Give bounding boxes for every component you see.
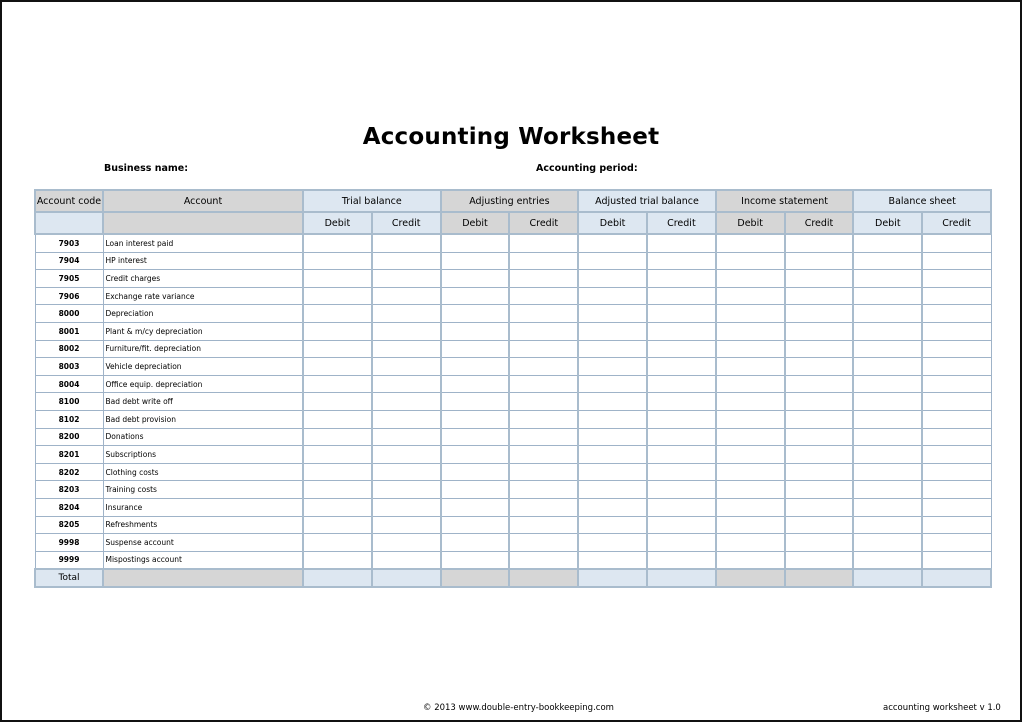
header-account-blank: [103, 212, 303, 234]
bs-debit-cell[interactable]: [853, 287, 922, 305]
account-name-cell: Clothing costs: [103, 463, 303, 481]
tb-debit-cell[interactable]: [303, 516, 372, 534]
adj-credit-cell[interactable]: [509, 305, 578, 323]
bs-debit-cell[interactable]: [853, 534, 922, 552]
tb-credit-cell[interactable]: [372, 393, 441, 411]
is-debit-cell[interactable]: [716, 551, 785, 569]
atb-credit-cell[interactable]: [647, 305, 716, 323]
atb-debit-cell[interactable]: [578, 358, 647, 376]
account-name-cell: Bad debt provision: [103, 410, 303, 428]
tb-credit-cell[interactable]: [372, 270, 441, 288]
account-code-cell: 8202: [35, 463, 103, 481]
bs-credit-cell[interactable]: [922, 463, 991, 481]
total-bs-debit[interactable]: [853, 569, 922, 587]
tb-debit-cell[interactable]: [303, 534, 372, 552]
bs-credit-cell[interactable]: [922, 322, 991, 340]
is-debit-cell[interactable]: [716, 534, 785, 552]
tb-debit-cell[interactable]: [303, 498, 372, 516]
header-account-code: Account code: [35, 190, 103, 212]
atb-debit-cell[interactable]: [578, 375, 647, 393]
account-code-cell: 8203: [35, 481, 103, 499]
tb-debit-cell[interactable]: [303, 463, 372, 481]
account-code-cell: 8003: [35, 358, 103, 376]
total-atb-debit[interactable]: [578, 569, 647, 587]
atb-debit-cell[interactable]: [578, 446, 647, 464]
is-debit-cell[interactable]: [716, 287, 785, 305]
total-tb-credit[interactable]: [372, 569, 441, 587]
adj-credit-cell[interactable]: [509, 534, 578, 552]
tb-debit-cell[interactable]: [303, 393, 372, 411]
atb-credit-cell[interactable]: [647, 534, 716, 552]
atb-debit-cell[interactable]: [578, 234, 647, 252]
tb-debit-cell[interactable]: [303, 410, 372, 428]
total-tb-debit[interactable]: [303, 569, 372, 587]
is-credit-cell[interactable]: [785, 551, 854, 569]
table-row: [35, 287, 991, 305]
account-name-cell: Mispostings account: [103, 551, 303, 569]
account-name-cell: Plant & m/cy depreciation: [103, 322, 303, 340]
atb-credit-cell[interactable]: [647, 481, 716, 499]
tb-debit-cell[interactable]: [303, 446, 372, 464]
atb-debit-cell[interactable]: [578, 551, 647, 569]
atb-credit-cell[interactable]: [647, 234, 716, 252]
is-debit-cell[interactable]: [716, 410, 785, 428]
bs-debit-cell[interactable]: [853, 410, 922, 428]
account-name-cell: Suspense account: [103, 534, 303, 552]
bs-debit-cell[interactable]: [853, 446, 922, 464]
tb-debit-cell[interactable]: [303, 358, 372, 376]
tb-credit-cell[interactable]: [372, 481, 441, 499]
account-name-cell: Credit charges: [103, 270, 303, 288]
is-credit-cell[interactable]: [785, 428, 854, 446]
bs-credit-cell[interactable]: [922, 305, 991, 323]
tb-credit-cell[interactable]: [372, 463, 441, 481]
is-credit-cell[interactable]: [785, 498, 854, 516]
header-atb-credit: Credit: [647, 212, 716, 234]
header-account: Account: [103, 190, 303, 212]
version-footer: accounting worksheet v 1.0: [883, 703, 1001, 713]
table-row: [35, 481, 991, 499]
bs-credit-cell[interactable]: [922, 234, 991, 252]
adj-debit-cell[interactable]: [441, 393, 510, 411]
table-row: [35, 375, 991, 393]
adj-credit-cell[interactable]: [509, 498, 578, 516]
bs-debit-cell[interactable]: [853, 322, 922, 340]
total-is-debit[interactable]: [716, 569, 785, 587]
is-credit-cell[interactable]: [785, 481, 854, 499]
tb-credit-cell[interactable]: [372, 516, 441, 534]
business-name-label: Business name:: [104, 163, 189, 174]
header-income-statement: Income statement: [716, 190, 854, 212]
is-debit-cell[interactable]: [716, 516, 785, 534]
header-bs-debit: Debit: [853, 212, 922, 234]
account-name-cell: HP interest: [103, 252, 303, 270]
header-is-debit: Debit: [716, 212, 785, 234]
account-name-cell: Office equip. depreciation: [103, 375, 303, 393]
tb-credit-cell[interactable]: [372, 358, 441, 376]
table-row: [35, 534, 991, 552]
table-row: [35, 234, 991, 252]
adj-credit-cell[interactable]: [509, 446, 578, 464]
adj-credit-cell[interactable]: [509, 375, 578, 393]
bs-credit-cell[interactable]: [922, 270, 991, 288]
tb-debit-cell[interactable]: [303, 270, 372, 288]
account-name-cell: Bad debt write off: [103, 393, 303, 411]
total-row: [35, 569, 991, 587]
tb-debit-cell[interactable]: [303, 340, 372, 358]
is-credit-cell[interactable]: [785, 305, 854, 323]
adj-credit-cell[interactable]: [509, 463, 578, 481]
adj-credit-cell[interactable]: [509, 410, 578, 428]
is-credit-cell[interactable]: [785, 358, 854, 376]
total-is-credit[interactable]: [785, 569, 854, 587]
atb-debit-cell[interactable]: [578, 463, 647, 481]
header-tb-debit: Debit: [303, 212, 372, 234]
account-code-cell: 8200: [35, 428, 103, 446]
bs-debit-cell[interactable]: [853, 234, 922, 252]
account-name-cell: Exchange rate variance: [103, 287, 303, 305]
table-row: [35, 358, 991, 376]
bs-debit-cell[interactable]: [853, 498, 922, 516]
adj-debit-cell[interactable]: [441, 463, 510, 481]
header-code-blank: [35, 212, 103, 234]
atb-credit-cell[interactable]: [647, 428, 716, 446]
is-debit-cell[interactable]: [716, 463, 785, 481]
header-balance-sheet: Balance sheet: [853, 190, 991, 212]
tb-debit-cell[interactable]: [303, 287, 372, 305]
atb-debit-cell[interactable]: [578, 393, 647, 411]
adj-credit-cell[interactable]: [509, 252, 578, 270]
adj-credit-cell[interactable]: [509, 393, 578, 411]
bs-credit-cell[interactable]: [922, 428, 991, 446]
atb-debit-cell[interactable]: [578, 305, 647, 323]
atb-credit-cell[interactable]: [647, 358, 716, 376]
bs-credit-cell[interactable]: [922, 393, 991, 411]
is-debit-cell[interactable]: [716, 428, 785, 446]
atb-debit-cell[interactable]: [578, 287, 647, 305]
account-code-cell: 9999: [35, 551, 103, 569]
adj-credit-cell[interactable]: [509, 516, 578, 534]
is-credit-cell[interactable]: [785, 322, 854, 340]
bs-debit-cell[interactable]: [853, 252, 922, 270]
table-row: [35, 340, 991, 358]
adj-debit-cell[interactable]: [441, 375, 510, 393]
bs-credit-cell[interactable]: [922, 534, 991, 552]
adj-credit-cell[interactable]: [509, 234, 578, 252]
atb-debit-cell[interactable]: [578, 252, 647, 270]
bs-credit-cell[interactable]: [922, 516, 991, 534]
is-credit-cell[interactable]: [785, 410, 854, 428]
account-name-cell: Subscriptions: [103, 446, 303, 464]
atb-credit-cell[interactable]: [647, 551, 716, 569]
adj-debit-cell[interactable]: [441, 428, 510, 446]
adj-debit-cell[interactable]: [441, 498, 510, 516]
header-adjusting-entries: Adjusting entries: [441, 190, 579, 212]
total-atb-credit[interactable]: [647, 569, 716, 587]
is-debit-cell[interactable]: [716, 322, 785, 340]
tb-credit-cell[interactable]: [372, 287, 441, 305]
bs-debit-cell[interactable]: [853, 375, 922, 393]
adj-debit-cell[interactable]: [441, 305, 510, 323]
tb-credit-cell[interactable]: [372, 305, 441, 323]
tb-debit-cell[interactable]: [303, 234, 372, 252]
adj-credit-cell[interactable]: [509, 322, 578, 340]
is-credit-cell[interactable]: [785, 234, 854, 252]
atb-credit-cell[interactable]: [647, 463, 716, 481]
header-adjusted-trial-balance: Adjusted trial balance: [578, 190, 716, 212]
tb-debit-cell[interactable]: [303, 322, 372, 340]
account-code-cell: 8002: [35, 340, 103, 358]
account-name-cell: Donations: [103, 428, 303, 446]
is-credit-cell[interactable]: [785, 446, 854, 464]
atb-credit-cell[interactable]: [647, 270, 716, 288]
is-debit-cell[interactable]: [716, 498, 785, 516]
tb-credit-cell[interactable]: [372, 498, 441, 516]
table-row: [35, 252, 991, 270]
account-code-cell: 7906: [35, 287, 103, 305]
bs-credit-cell[interactable]: [922, 410, 991, 428]
adj-credit-cell[interactable]: [509, 270, 578, 288]
bs-credit-cell[interactable]: [922, 481, 991, 499]
tb-credit-cell[interactable]: [372, 234, 441, 252]
is-debit-cell[interactable]: [716, 446, 785, 464]
adj-credit-cell[interactable]: [509, 287, 578, 305]
total-account-cell: [103, 569, 303, 587]
bs-credit-cell[interactable]: [922, 551, 991, 569]
header-adj-credit: Credit: [509, 212, 578, 234]
adj-debit-cell[interactable]: [441, 534, 510, 552]
tb-debit-cell[interactable]: [303, 252, 372, 270]
adj-credit-cell[interactable]: [509, 481, 578, 499]
bs-credit-cell[interactable]: [922, 375, 991, 393]
bs-debit-cell[interactable]: [853, 393, 922, 411]
page-title: Accounting Worksheet: [362, 124, 660, 150]
bs-debit-cell[interactable]: [853, 270, 922, 288]
is-debit-cell[interactable]: [716, 481, 785, 499]
atb-debit-cell[interactable]: [578, 481, 647, 499]
bs-debit-cell[interactable]: [853, 358, 922, 376]
adj-credit-cell[interactable]: [509, 551, 578, 569]
adj-debit-cell[interactable]: [441, 551, 510, 569]
tb-debit-cell[interactable]: [303, 375, 372, 393]
adj-debit-cell[interactable]: [441, 252, 510, 270]
tb-credit-cell[interactable]: [372, 410, 441, 428]
account-code-cell: 7904: [35, 252, 103, 270]
atb-debit-cell[interactable]: [578, 340, 647, 358]
adj-debit-cell[interactable]: [441, 287, 510, 305]
atb-debit-cell[interactable]: [578, 534, 647, 552]
bs-debit-cell[interactable]: [853, 428, 922, 446]
atb-credit-cell[interactable]: [647, 252, 716, 270]
tb-debit-cell[interactable]: [303, 428, 372, 446]
tb-credit-cell[interactable]: [372, 428, 441, 446]
table-row: [35, 305, 991, 323]
atb-debit-cell[interactable]: [578, 516, 647, 534]
tb-credit-cell[interactable]: [372, 375, 441, 393]
account-name-cell: Loan interest paid: [103, 234, 303, 252]
atb-credit-cell[interactable]: [647, 498, 716, 516]
table-row: [35, 498, 991, 516]
atb-debit-cell[interactable]: [578, 498, 647, 516]
atb-debit-cell[interactable]: [578, 428, 647, 446]
is-credit-cell[interactable]: [785, 516, 854, 534]
table-row: [35, 410, 991, 428]
account-code-cell: 8000: [35, 305, 103, 323]
account-name-cell: Vehicle depreciation: [103, 358, 303, 376]
atb-credit-cell[interactable]: [647, 287, 716, 305]
account-code-cell: 8201: [35, 446, 103, 464]
is-debit-cell[interactable]: [716, 393, 785, 411]
total-adj-credit[interactable]: [509, 569, 578, 587]
atb-credit-cell[interactable]: [647, 322, 716, 340]
adj-debit-cell[interactable]: [441, 234, 510, 252]
tb-credit-cell[interactable]: [372, 446, 441, 464]
table-row: [35, 322, 991, 340]
atb-credit-cell[interactable]: [647, 340, 716, 358]
header-is-credit: Credit: [785, 212, 854, 234]
adj-debit-cell[interactable]: [441, 446, 510, 464]
account-name-cell: Training costs: [103, 481, 303, 499]
total-label: Total: [35, 569, 103, 587]
bs-credit-cell[interactable]: [922, 498, 991, 516]
bs-debit-cell[interactable]: [853, 551, 922, 569]
account-code-cell: 8004: [35, 375, 103, 393]
bs-debit-cell[interactable]: [853, 340, 922, 358]
bs-credit-cell[interactable]: [922, 340, 991, 358]
tb-credit-cell[interactable]: [372, 534, 441, 552]
is-debit-cell[interactable]: [716, 234, 785, 252]
atb-credit-cell[interactable]: [647, 446, 716, 464]
table-row: [35, 463, 991, 481]
bs-debit-cell[interactable]: [853, 481, 922, 499]
adj-credit-cell[interactable]: [509, 428, 578, 446]
is-debit-cell[interactable]: [716, 340, 785, 358]
accounting-period-label: Accounting period:: [536, 163, 638, 174]
adj-debit-cell[interactable]: [441, 481, 510, 499]
account-name-cell: Depreciation: [103, 305, 303, 323]
is-debit-cell[interactable]: [716, 305, 785, 323]
is-credit-cell[interactable]: [785, 393, 854, 411]
adj-debit-cell[interactable]: [441, 358, 510, 376]
table-row: [35, 446, 991, 464]
account-code-cell: 8205: [35, 516, 103, 534]
header-adj-debit: Debit: [441, 212, 510, 234]
account-code-cell: 8102: [35, 410, 103, 428]
bs-debit-cell[interactable]: [853, 305, 922, 323]
account-name-cell: Furniture/fit. depreciation: [103, 340, 303, 358]
bs-debit-cell[interactable]: [853, 463, 922, 481]
account-code-cell: 9998: [35, 534, 103, 552]
is-debit-cell[interactable]: [716, 252, 785, 270]
atb-debit-cell[interactable]: [578, 270, 647, 288]
account-code-cell: 8100: [35, 393, 103, 411]
tb-credit-cell[interactable]: [372, 340, 441, 358]
account-name-cell: Insurance: [103, 498, 303, 516]
tb-debit-cell[interactable]: [303, 551, 372, 569]
total-bs-credit[interactable]: [922, 569, 991, 587]
atb-credit-cell[interactable]: [647, 375, 716, 393]
header-bs-credit: Credit: [922, 212, 991, 234]
account-name-cell: Refreshments: [103, 516, 303, 534]
is-credit-cell[interactable]: [785, 270, 854, 288]
bs-credit-cell[interactable]: [922, 287, 991, 305]
adj-debit-cell[interactable]: [441, 340, 510, 358]
is-debit-cell[interactable]: [716, 375, 785, 393]
table-row: [35, 270, 991, 288]
is-credit-cell[interactable]: [785, 463, 854, 481]
total-adj-debit[interactable]: [441, 569, 510, 587]
bs-credit-cell[interactable]: [922, 252, 991, 270]
atb-credit-cell[interactable]: [647, 393, 716, 411]
worksheet-table: [34, 189, 992, 588]
adj-debit-cell[interactable]: [441, 410, 510, 428]
is-credit-cell[interactable]: [785, 534, 854, 552]
bs-credit-cell[interactable]: [922, 446, 991, 464]
bs-debit-cell[interactable]: [853, 516, 922, 534]
table-row: [35, 428, 991, 446]
adj-debit-cell[interactable]: [441, 516, 510, 534]
is-credit-cell[interactable]: [785, 375, 854, 393]
table-row: [35, 516, 991, 534]
is-debit-cell[interactable]: [716, 358, 785, 376]
tb-credit-cell[interactable]: [372, 322, 441, 340]
adj-credit-cell[interactable]: [509, 340, 578, 358]
is-credit-cell[interactable]: [785, 252, 854, 270]
tb-credit-cell[interactable]: [372, 252, 441, 270]
table-row: [35, 393, 991, 411]
account-code-cell: 7903: [35, 234, 103, 252]
table-row: [35, 551, 991, 569]
atb-debit-cell[interactable]: [578, 322, 647, 340]
is-debit-cell[interactable]: [716, 270, 785, 288]
header-tb-credit: Credit: [372, 212, 441, 234]
atb-credit-cell[interactable]: [647, 410, 716, 428]
is-credit-cell[interactable]: [785, 287, 854, 305]
adj-credit-cell[interactable]: [509, 358, 578, 376]
account-code-cell: 8001: [35, 322, 103, 340]
tb-credit-cell[interactable]: [372, 551, 441, 569]
bs-credit-cell[interactable]: [922, 358, 991, 376]
header-trial-balance: Trial balance: [303, 190, 441, 212]
tb-debit-cell[interactable]: [303, 481, 372, 499]
copyright-footer: © 2013 www.double-entry-bookkeeping.com: [423, 703, 614, 713]
atb-credit-cell[interactable]: [647, 516, 716, 534]
header-atb-debit: Debit: [578, 212, 647, 234]
is-credit-cell[interactable]: [785, 340, 854, 358]
account-code-cell: 7905: [35, 270, 103, 288]
tb-debit-cell[interactable]: [303, 305, 372, 323]
atb-debit-cell[interactable]: [578, 410, 647, 428]
adj-debit-cell[interactable]: [441, 270, 510, 288]
account-code-cell: 8204: [35, 498, 103, 516]
adj-debit-cell[interactable]: [441, 322, 510, 340]
